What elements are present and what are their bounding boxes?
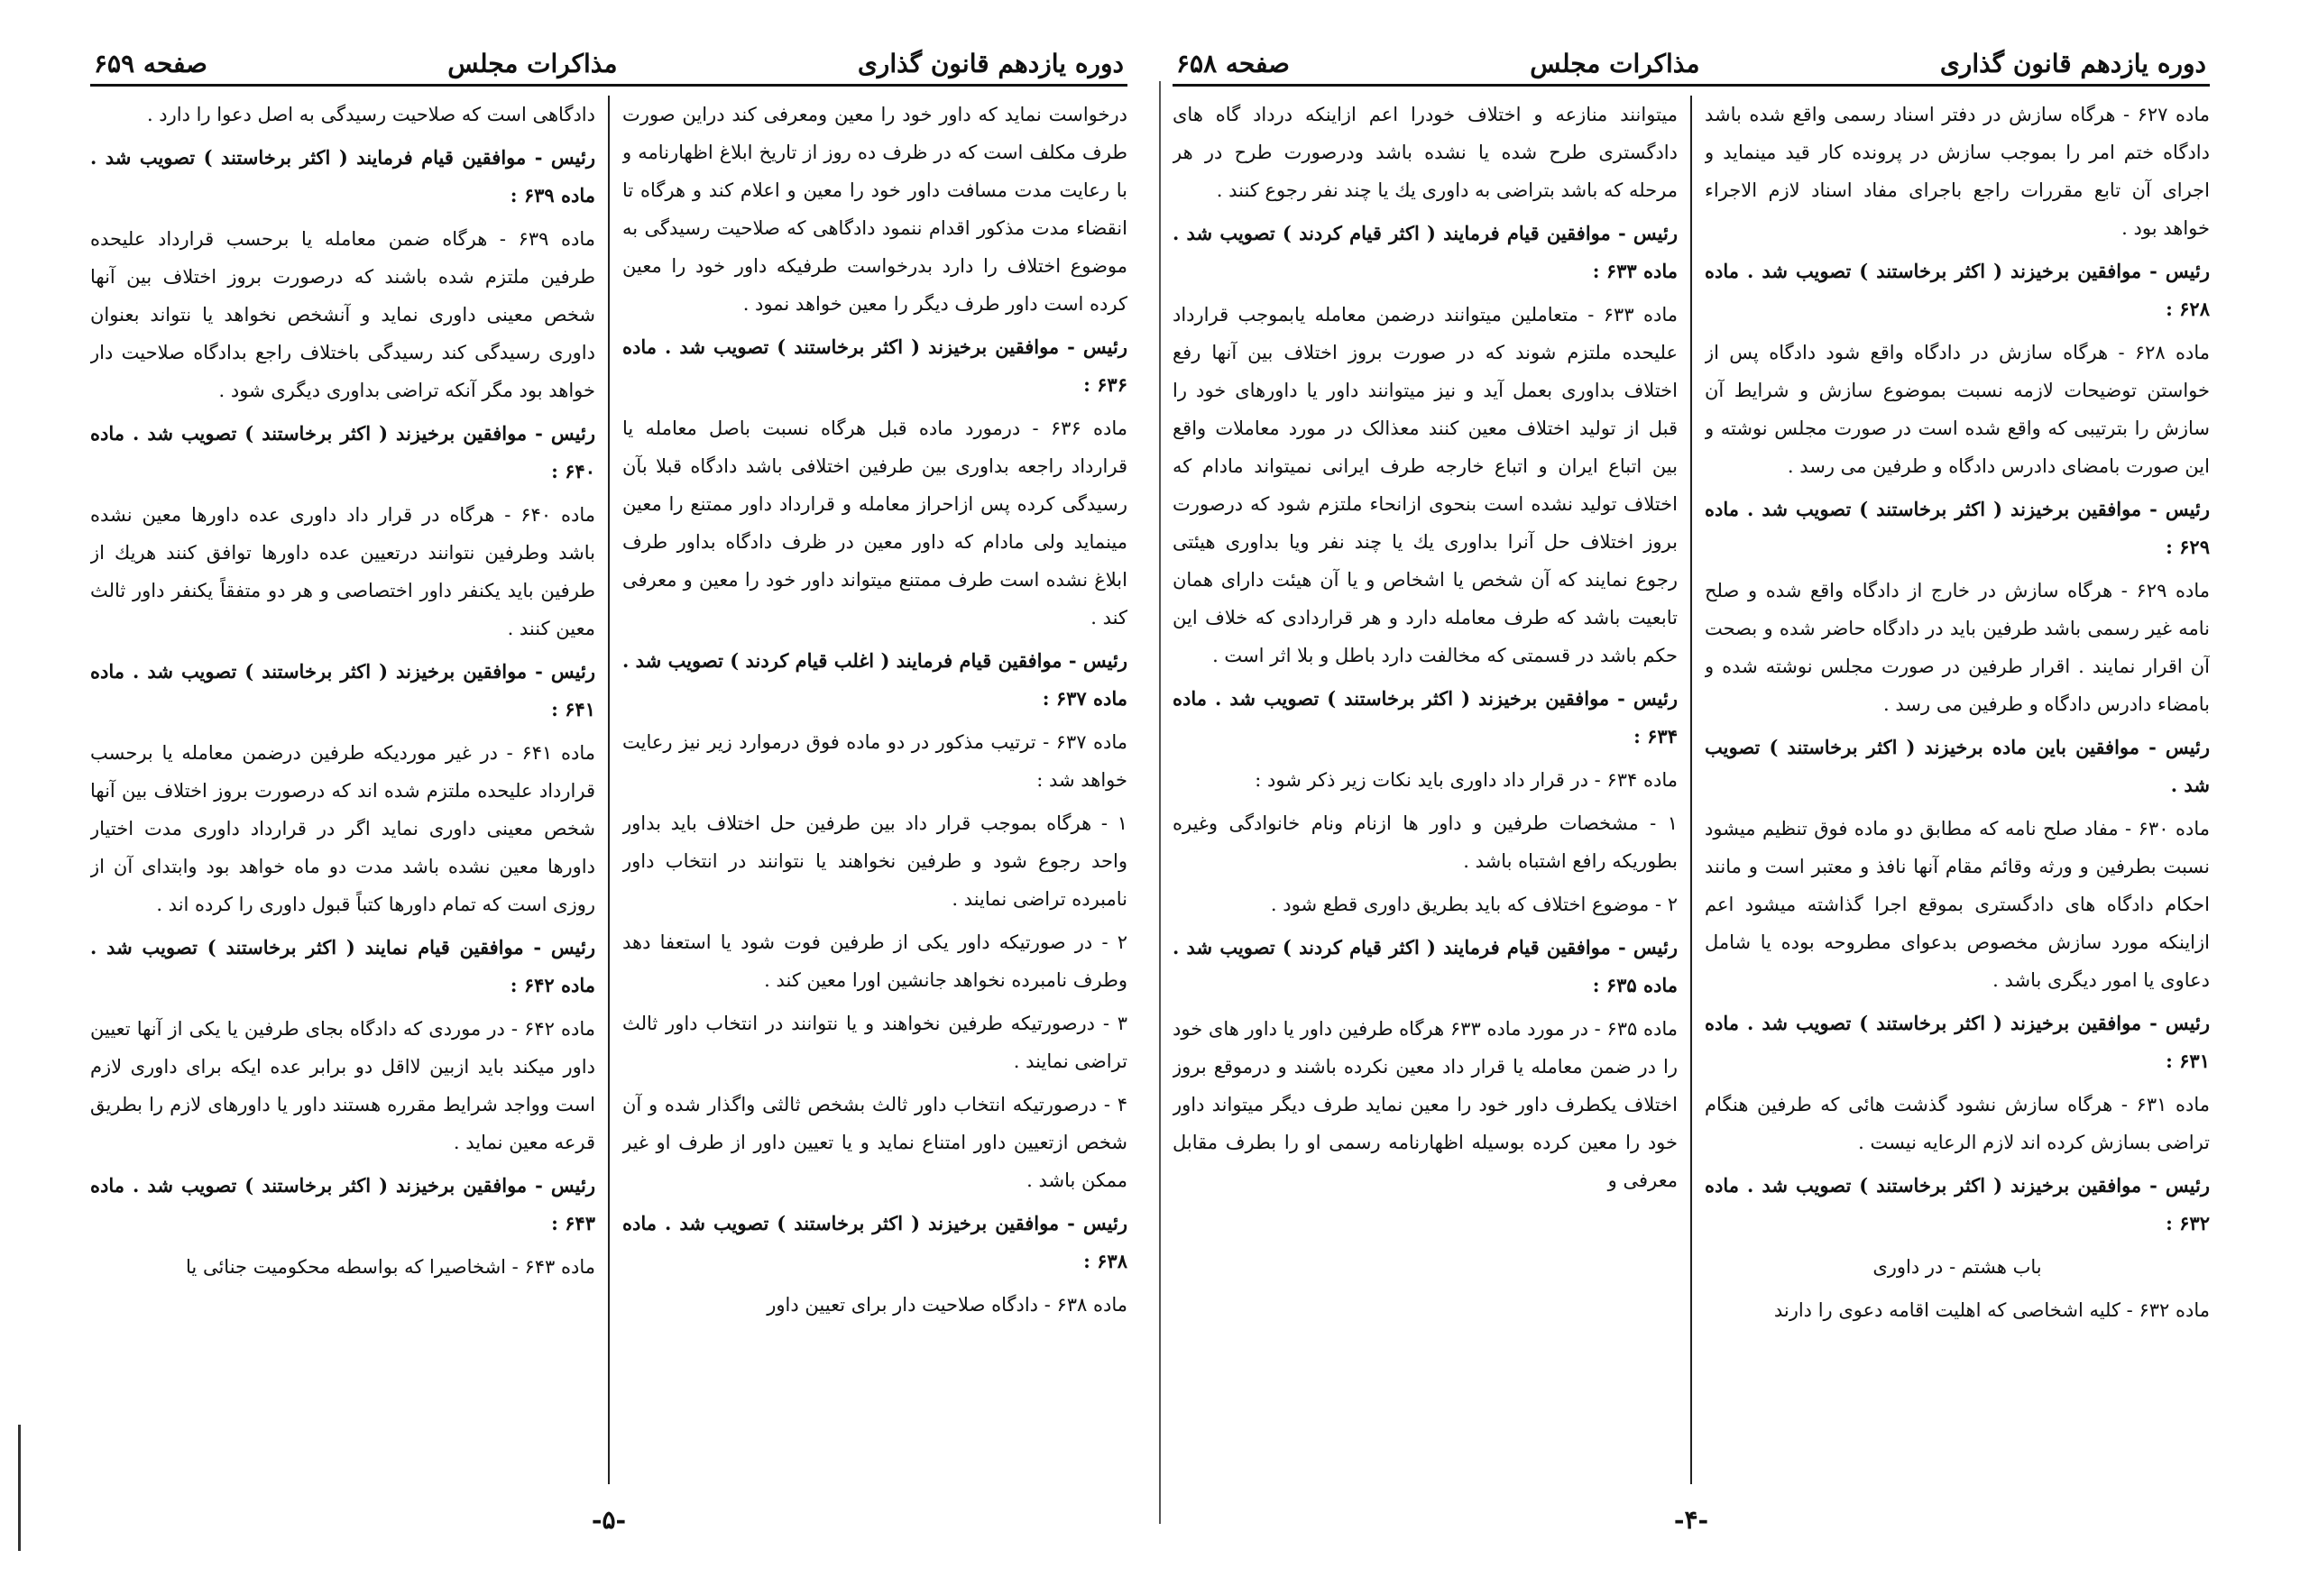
list-item: ۲ - موضوع اختلاف که باید بطریق داوری قطع شود . xyxy=(1270,894,1678,915)
president-vote: رئیس - موافقین برخیزند ( اکثر برخاستند ) تصویب شد . ماده ۶۳۱ : xyxy=(1705,1012,2210,1072)
president-vote: رئیس - موافقین قیام نمایند ( اکثر برخاستند ) تصویب شد . ماده ۶۴۲ : xyxy=(90,936,595,996)
paragraph: ماده ۶۳۴ - در قرار داد داوری باید نکات زیر ذکر شود : xyxy=(1255,769,1678,791)
column-divider xyxy=(608,96,610,1484)
paragraph: ماده ۶۴۲ - در موردی که دادگاه بجای طرفین یا یکی از آنها تعیین داور میکند باید ازبین لااقل دو برابر عده ایکه برای داوری لازم است وواجد شرایط مقرره هستند داور یا داورهای لازم را بطریق قرعه معین نماید . xyxy=(90,1018,595,1153)
paragraph: دادگاهی است که صلاحیت رسیدگی به اصل دعوا را دارد . xyxy=(146,104,595,125)
paragraph: ماده ۶۳۷ - ترتیب مذکور در دو ماده فوق درموارد زیر نیز رعایت خواهد شد : xyxy=(622,731,1127,791)
president-vote: رئیس - موافقین قیام فرمایند ( اکثر قیام کردند ) تصویب شد . ماده ۶۳۳ : xyxy=(1173,222,1678,282)
paragraph: ماده ۶۳۲ - کلیه اشخاصی که اهلیت اقامه دعوی را دارند xyxy=(1773,1299,2210,1321)
header-page-number: صفحه ۶۵۸ xyxy=(1176,49,1290,78)
page-header xyxy=(90,47,1127,87)
president-vote: رئیس - موافقین برخیزند ( اکثر برخاستند ) تصویب شد . ماده ۶۴۰ : xyxy=(90,422,595,482)
paragraph: درخواست نماید که داور خود را معین ومعرفی کند دراین صورت طرف مکلف است که در ظرف ده روز از تاریخ ابلاغ اظهارنامه و با رعایت مدت مسافت داور خود را معین و اعلام کند و هرگاه تا انقضاء مدت مذکور اقدام ننمود دادگاهی که صلاحیت رسیدگی به موضوع اختلاف را دارد بدرخواست طرفیکه داور خود را معین کرده است داور طرف دیگر را معین خواهد نمود . xyxy=(622,104,1127,315)
header-title: مذاکرات مجلس xyxy=(447,49,618,78)
book-gutter xyxy=(1159,81,1161,1524)
president-vote: رئیس - موافقین باین ماده برخیزند ( اکثر برخاستند ) تصویب شد . xyxy=(1705,736,2210,796)
president-vote: رئیس - موافقین برخیزند ( اکثر برخاستند ) تصویب شد . ماده ۶۴۱ : xyxy=(90,660,595,720)
page-header xyxy=(1173,47,2210,87)
list-item: ۴ - درصورتیکه انتخاب داور ثالث بشخص ثالثی واگذار شده و آن شخص ازتعیین داور امتناع نماید و یا تعیین داور از طرف او غیر ممکن باشد . xyxy=(622,1094,1127,1191)
president-vote: رئیس - موافقین برخیزند ( اکثر برخاستند ) تصویب شد . ماده ۶۳۸ : xyxy=(622,1212,1127,1272)
paragraph: ماده ۶۴۳ - اشخاصیرا که بواسطه محکومیت جنائی یا xyxy=(186,1256,595,1278)
paragraph: ماده ۶۳۵ - در مورد ماده ۶۳۳ هرگاه طرفین داور یا داور های خود را در ضمن معامله یا قرار داد معین نکرده باشند و درموقع بروز اختلاف یکطرف داور خود را معین نماید طرف دیگر میتواند داور خود را معین کرده بوسیله اظهارنامه رسمی او را بطرف مقابل معرفی و xyxy=(1173,1018,1678,1191)
paragraph: ماده ۶۴۰ - هرگاه در قرار داد داوری عده داورها معین نشده باشد وطرفین نتوانند درتعیین عده داورها توافق کنند هریك از طرفین باید یکنفر داور اختصاصی و هر دو متفقاً یکنفر داور ثالث معین کنند . xyxy=(90,504,595,639)
paragraph: ماده ۶۲۷ - هرگاه سازش در دفتر اسناد رسمی واقع شده باشد دادگاه ختم امر را بموجب سازش در پرونده کار قید مینماید و اجرای آن تابع مقررات راجع باجرای مفاد اسناد لازم الاجراء خواهد بود . xyxy=(1705,104,2210,239)
list-item: ۱ - مشخصات طرفین و داور ها ازنام ونام خانوادگی وغیره بطوریکه رافع اشتباه باشد . xyxy=(1173,812,1678,872)
column-divider xyxy=(1690,96,1692,1484)
list-item: ۳ - درصورتیکه طرفین نخواهند و یا نتوانند در انتخاب داور ثالث تراضی نمایند . xyxy=(622,1013,1127,1072)
page-658 xyxy=(1173,36,2210,1560)
list-item: ۲ - در صورتیکه داور یکی از طرفین فوت شود یا استعفا دهد وطرف نامبرده نخواهد جانشین اورا معین کند . xyxy=(622,931,1127,991)
paragraph: ماده ۶۳۸ - دادگاه صلاحیت دار برای تعیین داور xyxy=(767,1294,1127,1316)
section-heading: باب هشتم - در داوری xyxy=(1872,1256,2042,1278)
page-footer-number: -۵- xyxy=(591,1505,627,1535)
column-right xyxy=(1705,96,2210,1475)
paragraph: ماده ۶۳۹ - هرگاه ضمن معامله یا برحسب قرارداد علیحده طرفین ملتزم شده باشند که درصورت بروز اختلاف بین آنها شخص معینی داوری نماید و آنشخص نخواهد یا نتواند بعنوان داوری رسیدگی کند رسیدگی باختلاف راجع بدادگاه صلاحیت دار خواهد بود مگر آنکه تراضی بداوری دیگری شود . xyxy=(90,228,595,401)
president-vote: رئیس - موافقین قیام فرمایند ( اغلب قیام کردند ) تصویب شد . ماده ۶۳۷ : xyxy=(622,649,1127,710)
president-vote: رئیس - موافقین برخیزند ( اکثر برخاستند ) تصویب شد . ماده ۶۳۶ : xyxy=(622,335,1127,396)
paragraph: ماده ۶۲۹ - هرگاه سازش در خارج از دادگاه واقع شده و صلح نامه غیر رسمی باشد طرفین باید در دادگاه حاضر شده و بصحت آن اقرار نمایند . اقرار طرفین در صورت مجلس نوشته شده و بامضاء دادرس دادگاه و طرفین می رسد . xyxy=(1705,580,2210,715)
list-item: ۱ - هرگاه بموجب قرار داد بین طرفین حل اختلاف باید بداور واحد رجوع شود و طرفین نخواهند یا نتوانند در انتخاب داور نامبرده تراضی نمایند . xyxy=(622,812,1127,910)
president-vote: رئیس - موافقین قیام فرمایند ( اکثر قیام کردند ) تصویب شد . ماده ۶۳۵ : xyxy=(1173,936,1678,996)
president-vote: رئیس - موافقین برخیزند ( اکثر برخاستند ) تصویب شد . ماده ۶۲۹ : xyxy=(1705,498,2210,558)
paragraph: میتوانند منازعه و اختلاف خودرا اعم ازاینکه درداد گاه های دادگستری طرح شده یا نشده باشد ودرصورت طرح در هر مرحله که باشد بتراضی به داوری یك یا چند نفر رجوع کنند . xyxy=(1173,104,1678,201)
paragraph: ماده ۶۴۱ - در غیر موردیکه طرفین درضمن معامله یا برحسب قرارداد علیحده ملتزم شده اند که درصورت بروز اختلاف بین آنها شخص معینی داوری نماید اگر در قرارداد داوری مدت اختیار داورها معین نشده باشد مدت دو ماه خواهد بود وابتدای آن از روزی است که تمام داورها کتباً قبول داوری را کرده اند . xyxy=(90,742,595,915)
president-vote: رئیس - موافقین برخیزند ( اکثر برخاستند ) تصویب شد . ماده ۶۳۴ : xyxy=(1173,687,1678,748)
column-left xyxy=(90,96,595,1475)
header-period: دوره یازدهم قانون گذاری xyxy=(1939,49,2206,78)
header-page-number: صفحه ۶۵۹ xyxy=(94,49,207,78)
header-period: دوره یازدهم قانون گذاری xyxy=(857,49,1124,78)
paragraph: ماده ۶۳۱ - هرگاه سازش نشود گذشت هائی که طرفین هنگام تراضی بسازش کرده اند لازم الرعایه نیست . xyxy=(1705,1094,2210,1153)
page-659 xyxy=(90,36,1127,1560)
paragraph: ماده ۶۳۶ - درمورد ماده قبل هرگاه نسبت باصل معامله یا قرارداد راجعه بداوری بین طرفین اختلافی باشد دادگاه قبلا بآن رسیدگی کرده پس ازاحراز معامله و قرارداد داور ممتنع را معین مینماید ولی مادام که داور معین در ظرف دادگاه بداور طرف ابلاغ نشده است طرف ممتنع میتواند داور خود را معین و معرفی کند . xyxy=(622,417,1127,628)
column-right xyxy=(622,96,1127,1475)
president-vote: رئیس - موافقین برخیزند ( اکثر برخاستند ) تصویب شد . ماده ۶۴۳ : xyxy=(90,1174,595,1234)
header-title: مذاکرات مجلس xyxy=(1530,49,1700,78)
scan-edge-mark xyxy=(18,1425,21,1551)
paragraph: ماده ۶۳۳ - متعاملین میتوانند درضمن معامله یابموجب قرارداد علیحده ملتزم شوند که در صورت بروز اختلاف بین آنها رفع اختلاف بداوری بعمل آید و نیز میتوانند داور یا داورهای خود را قبل از تولید اختلاف معین کنند معذالک در مورد معاملات واقع بین اتباع ایران و اتباع خارجه طرف ایرانی نمیتواند مادام که اختلاف تولید نشده است بنحوی ازانحاء ملتزم شود که درصورت بروز اختلاف حل آنرا بداوری یك یا چند نفر ویا بداوری هیئتی رجوع نمایند که آن شخص یا اشخاص و یا آن هیئت دارای همان تابعیت باشد که طرف معامله دارد و هر قراردادی که خلاف این حکم باشد در قسمتی که مخالفت دارد باطل و بلا اثر است . xyxy=(1173,304,1678,666)
paragraph: ماده ۶۳۰ - مفاد صلح نامه که مطابق دو ماده فوق تنظیم میشود نسبت بطرفین و ورثه وقائم مقام آنها نافذ و معتبر است و مانند احکام دادگاه های دادگستری بموقع اجرا گذاشته میشود اعم ازاینکه مورد سازش مخصوص بدعوای مطروحه بوده یا شامل دعاوی یا امور دیگری باشد . xyxy=(1705,818,2210,991)
president-vote: رئیس - موافقین برخیزند ( اکثر برخاستند ) تصویب شد . ماده ۶۳۲ : xyxy=(1705,1174,2210,1234)
page-footer-number: -۴- xyxy=(1673,1505,1709,1535)
president-vote: رئیس - موافقین قیام فرمایند ( اکثر برخاستند ) تصویب شد . ماده ۶۳۹ : xyxy=(90,146,595,206)
president-vote: رئیس - موافقین برخیزند ( اکثر برخاستند ) تصویب شد . ماده ۶۲۸ : xyxy=(1705,260,2210,320)
paragraph: ماده ۶۲۸ - هرگاه سازش در دادگاه واقع شود دادگاه پس از خواستن توضیحات لازمه نسبت بموضوع سازش و شرایط آن سازش را بترتیبی که واقع شده است در صورت مجلس نوشته و این صورت بامضای دادرس دادگاه و طرفین می رسد . xyxy=(1705,342,2210,477)
column-left xyxy=(1173,96,1678,1475)
